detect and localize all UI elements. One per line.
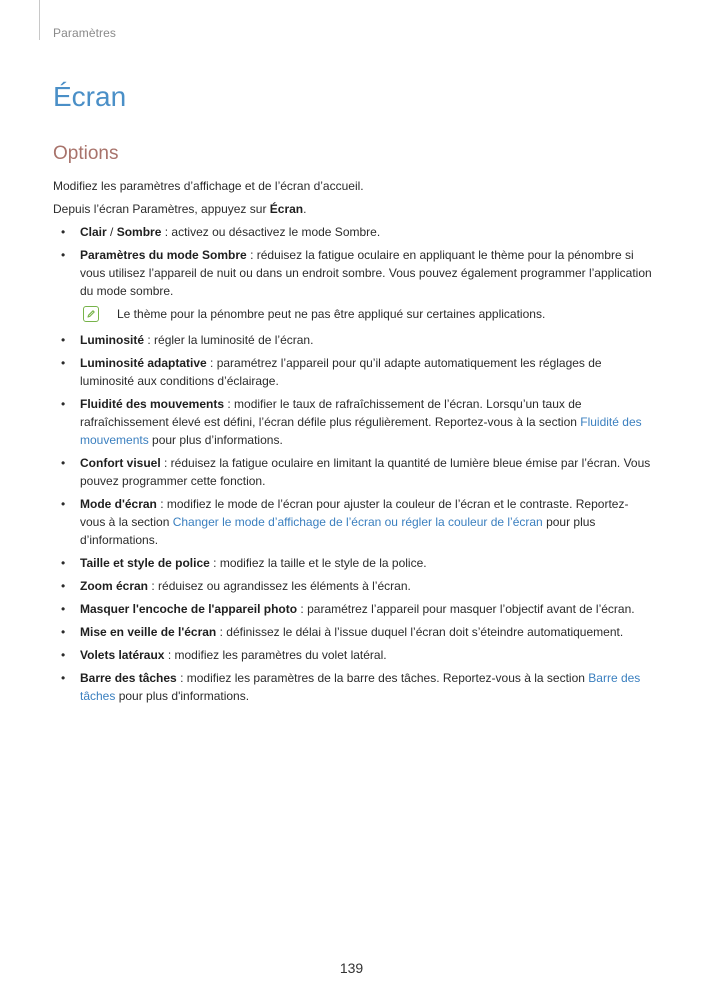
page-title: Écran: [53, 81, 127, 112]
list-item: [53, 600, 653, 618]
note-pencil-icon: [83, 306, 99, 322]
instruction-end: .: [303, 202, 307, 216]
option-term: Luminosité adaptative: [80, 356, 207, 370]
option-list-continued: [53, 331, 653, 705]
running-header: Paramètres: [53, 26, 117, 40]
list-item: [53, 395, 653, 449]
list-item: [53, 223, 653, 241]
option-term-secondary: Sombre: [116, 225, 162, 239]
option-separator: /: [106, 225, 117, 239]
list-item: [53, 331, 653, 349]
list-item: [53, 495, 653, 549]
option-description: : régler la luminosité de l’écran.: [144, 333, 314, 347]
option-term: Mise en veille de l'écran: [80, 625, 217, 639]
option-term: Paramètres du mode Sombre: [80, 248, 247, 262]
option-description: : modifiez le mode de l’écran pour ajuster la couleur de l’écran et le contraste. Reportez-vous à la section: [80, 497, 629, 529]
list-item: [53, 623, 653, 641]
note: [83, 305, 653, 323]
option-term: Zoom écran: [80, 579, 149, 593]
instruction-text: Depuis l’écran Paramètres, appuyez sur: [53, 202, 270, 216]
option-description-end: pour plus d’informations.: [80, 515, 596, 547]
page-number: 139: [339, 960, 364, 976]
section-link[interactable]: Changer le mode d’affichage de l’écran ou régler la couleur de l’écran: [172, 515, 543, 529]
option-term: Mode d'écran: [80, 497, 157, 511]
list-item: [53, 354, 653, 390]
list-item: [53, 246, 653, 300]
option-description: : activez ou désactivez le mode Sombre.: [161, 225, 381, 239]
list-item: [53, 454, 653, 490]
section-link[interactable]: Fluidité des mouvements: [80, 415, 642, 447]
option-term: Taille et style de police: [80, 556, 210, 570]
content-body: [53, 177, 653, 710]
option-term: Masquer l'encoche de l'appareil photo: [80, 602, 298, 616]
option-description: : modifiez la taille et le style de la police.: [209, 556, 427, 570]
option-description: : modifier le taux de rafraîchissement de l’écran. Lorsqu’un taux de rafraîchissement élevé est défini, l’écran défile plus régulièrement. Reportez-vous à la section: [80, 397, 582, 429]
intro-paragraph: Modifiez les paramètres d’affichage et de l’écran d’accueil.: [53, 179, 364, 193]
list-item: [53, 669, 653, 705]
option-term: Fluidité des mouvements: [80, 397, 225, 411]
section-link[interactable]: Barre des tâches: [80, 671, 641, 703]
list-item: [53, 554, 653, 572]
note-text: Le thème pour la pénombre peut ne pas être appliqué sur certaines applications.: [117, 307, 546, 321]
instruction-paragraph: [53, 200, 653, 218]
option-term: Clair: [80, 225, 107, 239]
option-list: [53, 223, 653, 300]
option-description: : paramétrez l’appareil pour qu’il adapte automatiquement les réglages de luminosité aux conditions d’éclairage.: [80, 356, 602, 388]
option-description-end: pour plus d’informations.: [148, 433, 283, 447]
option-term: Volets latéraux: [80, 648, 165, 662]
option-description: : modifiez les paramètres de la barre des tâches. Reportez-vous à la section: [176, 671, 589, 685]
option-description: : réduisez la fatigue oculaire en limitant la quantité de lumière bleue émise par l’écran. Vous pouvez programmer cette fonction.: [80, 456, 651, 488]
option-description-end: pour plus d'informations.: [115, 689, 250, 703]
option-description: : réduisez ou agrandissez les éléments à l’écran.: [148, 579, 411, 593]
option-description: : réduisez la fatigue oculaire en appliquant le thème pour la pénombre si vous utilisez l’appareil de nuit ou dans un endroit sombre. Vous pouvez également programmer l’application du mode sombre.: [80, 248, 652, 298]
section-title: Options: [53, 143, 119, 164]
option-term: Barre des tâches: [80, 671, 177, 685]
margin-rule: [39, 0, 40, 40]
option-description: : modifiez les paramètres du volet latéral.: [164, 648, 387, 662]
option-term: Confort visuel: [80, 456, 161, 470]
instruction-term: Écran: [269, 202, 304, 216]
option-description: : paramétrez l’appareil pour masquer l’objectif avant de l’écran.: [297, 602, 635, 616]
option-description: : définissez le délai à l’issue duquel l’écran doit s’éteindre automatiquement.: [216, 625, 624, 639]
option-term: Luminosité: [80, 333, 145, 347]
list-item: [53, 646, 653, 664]
list-item: [53, 577, 653, 595]
